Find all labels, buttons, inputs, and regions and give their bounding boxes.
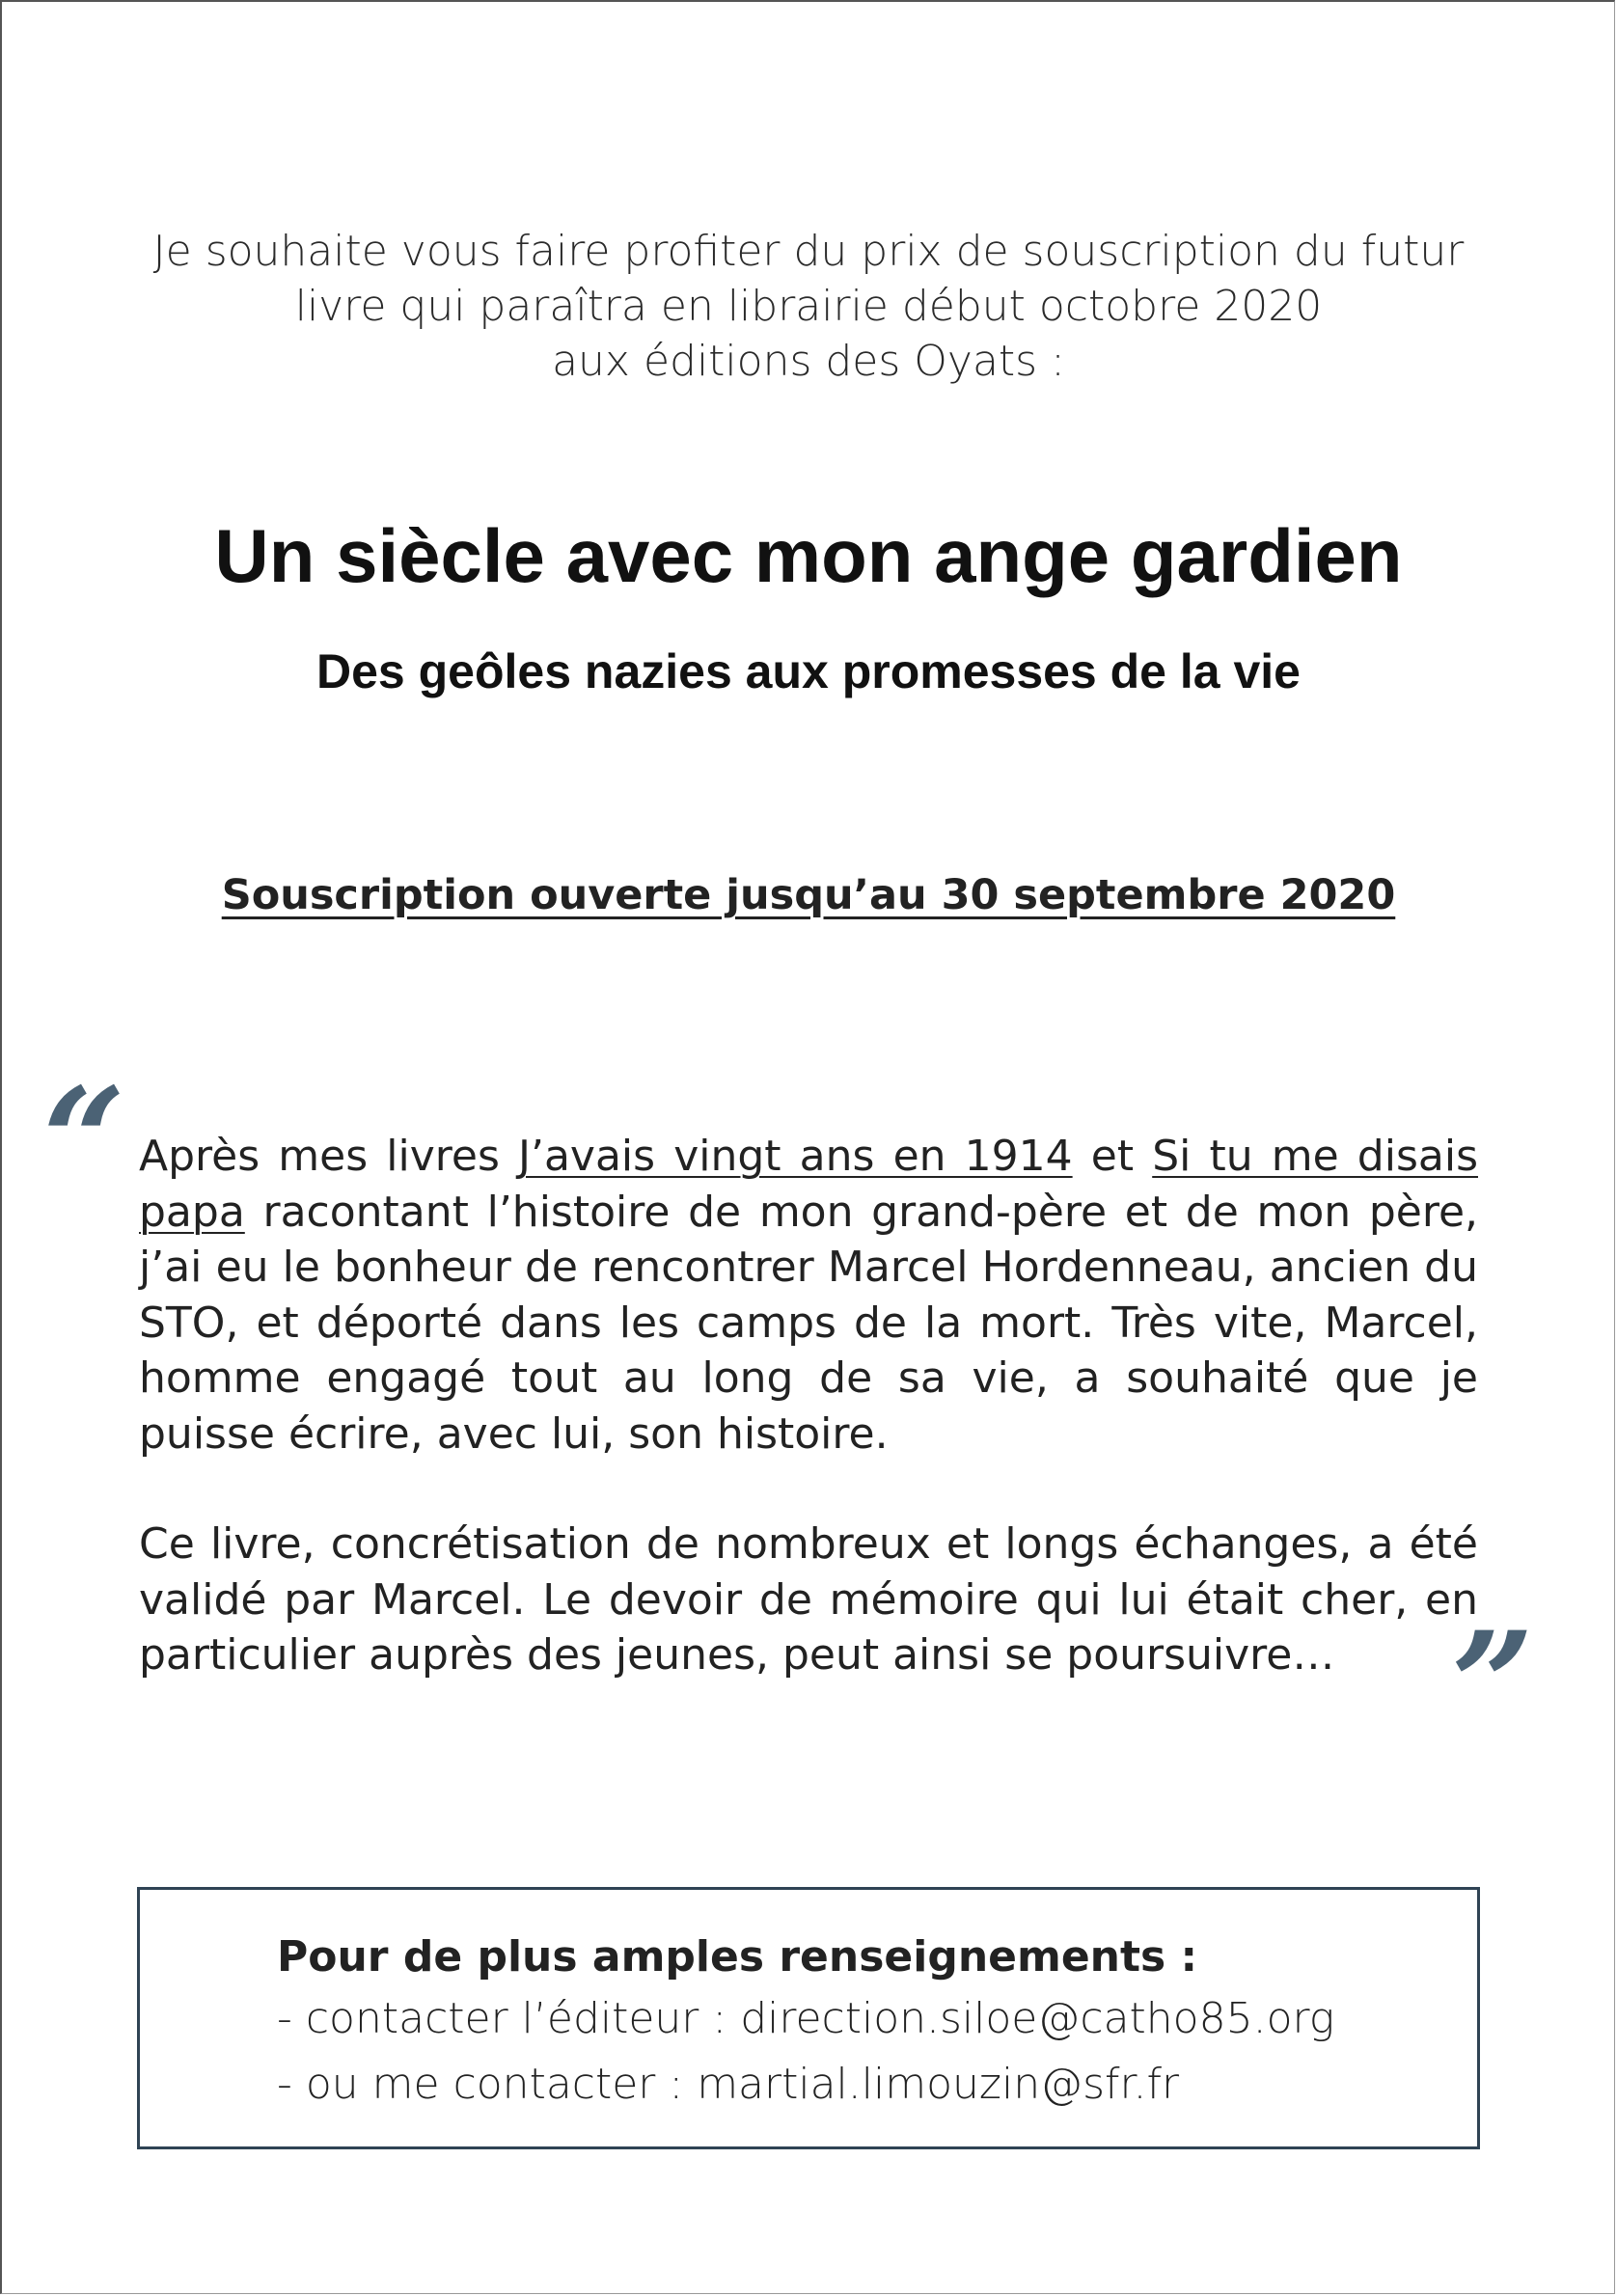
intro-line: livre qui paraîtra en librairie début octobre 2020 xyxy=(294,282,1323,331)
quote-paragraph: Ce livre, concrétisation de nombreux et longs échanges, a été validé par Marcel. Le devoir de mémoire qui lui était cher, en particulier auprès des jeunes, peut ainsi se poursuivre… xyxy=(139,1519,1478,1680)
intro-line: aux éditions des Oyats : xyxy=(552,337,1065,386)
contact-author-label: - ou me contacter : xyxy=(277,2060,698,2109)
subscription-deadline-text: Souscription ouverte jusqu’au 30 septembre 2020 xyxy=(221,871,1396,919)
intro-line: Je souhaite vous faire profiter du prix de souscription du futur xyxy=(152,227,1465,276)
quote-paragraph xyxy=(139,1129,1478,1462)
subscription-deadline xyxy=(0,868,1617,922)
open-quote-icon: “ xyxy=(42,1056,126,1226)
contact-author xyxy=(277,2052,1334,2118)
quote-block xyxy=(139,1129,1478,1683)
contact-box xyxy=(137,1887,1480,2149)
contact-editor-label: - contacter l’éditeur : xyxy=(277,1994,741,2043)
close-quote-icon: ” xyxy=(1451,1600,1535,1770)
intro-text xyxy=(0,224,1617,389)
contact-content xyxy=(277,1928,1334,2118)
book-reference: J’avais vingt ans en 1914 xyxy=(518,1132,1073,1181)
contact-editor xyxy=(277,1986,1334,2052)
book-reference: Si tu me disais papa xyxy=(139,1132,1478,1237)
editor-email[interactable]: direction.siloe@catho85.org xyxy=(740,1994,1335,2043)
book-title: Un siècle avec mon ange gardien xyxy=(214,513,1403,598)
contact-heading: Pour de plus amples renseignements : xyxy=(277,1932,1198,1982)
book-subtitle: Des geôles nazies aux promesses de la vie xyxy=(316,644,1301,698)
quote-text: Après mes livres xyxy=(139,1132,518,1181)
quote-text: racontant l’histoire de mon grand-père et de mon père, j’ai eu le bonheur de rencontrer Marcel Hordenneau, ancien du STO, et déporté dans les camps de la mort. Très vite, Marcel, homme engagé tout au long de sa vie, a souhaité que je puisse écrire, avec lui, son histoire. xyxy=(139,1187,1478,1459)
quote-text: et xyxy=(1072,1132,1153,1181)
author-email[interactable]: martial.limouzin@sfr.fr xyxy=(697,2060,1180,2109)
